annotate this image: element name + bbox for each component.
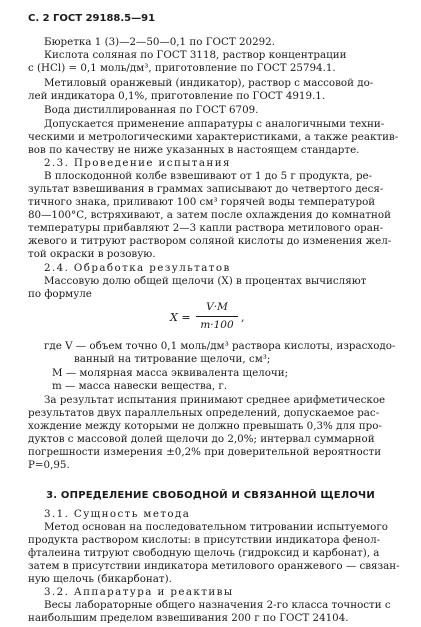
text-line: жевого и титруют раствором соляной кислоты до изменения жел- bbox=[28, 235, 392, 247]
formula-denominator: m·100 bbox=[200, 319, 234, 331]
text-line: Метод основан на последовательном титровании испытуемого bbox=[44, 521, 388, 533]
section-heading: 2.3. Проведение испытания bbox=[44, 157, 231, 169]
formula-fraction bbox=[196, 301, 238, 332]
text-line: продукта раствором кислоты: в присутствии индикатора фенол- bbox=[28, 534, 381, 546]
formula-end: , bbox=[241, 311, 245, 324]
text-line: вов по качеству не ниже указанных в настоящем стандарте. bbox=[28, 144, 360, 156]
fraction-bar bbox=[196, 316, 238, 317]
text-line: Вода дистиллированная по ГОСТ 6709. bbox=[44, 104, 259, 116]
text-line: Массовую долю общей щелочи (X) в процентах вычисляют bbox=[44, 275, 367, 287]
text-line: хождение между которыми не должно превышать 0,3% для про- bbox=[28, 420, 382, 432]
text-line: дуктов с массовой долей щелочи до 2,0%; интервал суммарной bbox=[28, 433, 375, 445]
text-line: тичного знака, приливают 100 см³ горячей воды температурой bbox=[28, 196, 376, 208]
text-line: результатов двух параллельных определений, допускаемое рас- bbox=[28, 407, 380, 419]
chapter-title: 3. ОПРЕДЕЛЕНИЕ СВОБОДНОЙ И СВЯЗАННОЙ ЩЕЛОЧИ bbox=[46, 490, 375, 501]
text-line: той окраски в розовую. bbox=[28, 248, 156, 260]
text-line: Метиловый оранжевый (индикатор), раствор с массовой до- bbox=[44, 77, 374, 89]
text-line: Кислота соляная по ГОСТ 3118, раствор концентрации bbox=[44, 49, 347, 61]
text-line: лей индикатора 0,1%, приготовление по ГОСТ 4919.1. bbox=[28, 90, 326, 102]
section-heading: 2.4. Обработка результатов bbox=[44, 262, 231, 274]
text-line: погрешности измерения ±0,2% при доверительной вероятности bbox=[28, 446, 382, 458]
text-line: m — масса навески вещества, г. bbox=[52, 380, 228, 392]
text-line: Допускается применение аппаратуры с аналогичными техни- bbox=[44, 118, 385, 130]
text-line: ванный на титрование щелочи, см³; bbox=[74, 353, 271, 365]
section-heading: 3.1. Сущность метода bbox=[44, 508, 191, 520]
section-heading: 3.2. Аппаратура и реактивы bbox=[44, 586, 234, 598]
text-line: температуры прибавляют 2—3 капли раствора метилового оран- bbox=[28, 222, 384, 234]
text-line: фталеина титруют свободную щелочь (гидроксид и карбонат), а bbox=[28, 547, 380, 559]
formula-lhs: X = bbox=[170, 311, 191, 324]
text-line: 80—100°С, встряхивают, а затем после охлаждения до комнатной bbox=[28, 209, 391, 221]
text-line: зультат взвешивания в граммах записывают до четвертого деся- bbox=[28, 183, 384, 195]
text-line: Бюретка 1 (3)—2—50—0,1 по ГОСТ 20292. bbox=[44, 36, 276, 48]
text-line: P=0,95. bbox=[28, 459, 70, 471]
formula bbox=[0, 301, 421, 341]
text-line: по формуле bbox=[28, 288, 92, 300]
formula-numerator: V·M bbox=[206, 301, 228, 313]
running-head: С. 2 ГОСТ 29188.5—91 bbox=[28, 13, 156, 24]
text-line: M — молярная масса эквивалента щелочи; bbox=[52, 367, 289, 379]
text-line: ную щелочь (бикарбонат). bbox=[28, 573, 172, 585]
text-line: где V — объем точно 0,1 моль/дм³ раствора кислоты, израсходо- bbox=[44, 340, 396, 352]
text-line: В плоскодонной колбе взвешивают от 1 до 5 г продукта, ре- bbox=[44, 170, 373, 182]
text-line: затем в присутствии индикатора метилового оранжевого — связан- bbox=[28, 560, 400, 572]
text-line: За результат испытания принимают среднее арифметическое bbox=[44, 394, 386, 406]
text-line: наибольшим пределом взвешивания 200 г по ГОСТ 24104. bbox=[28, 612, 349, 624]
text-line: Весы лабораторные общего назначения 2-го класса точности с bbox=[44, 599, 391, 611]
text-line: с (HCl) = 0,1 моль/дм³, приготовление по ГОСТ 25794.1. bbox=[28, 62, 336, 74]
text-line: ческими и метрологическими характеристиками, а также реактив- bbox=[28, 131, 399, 143]
